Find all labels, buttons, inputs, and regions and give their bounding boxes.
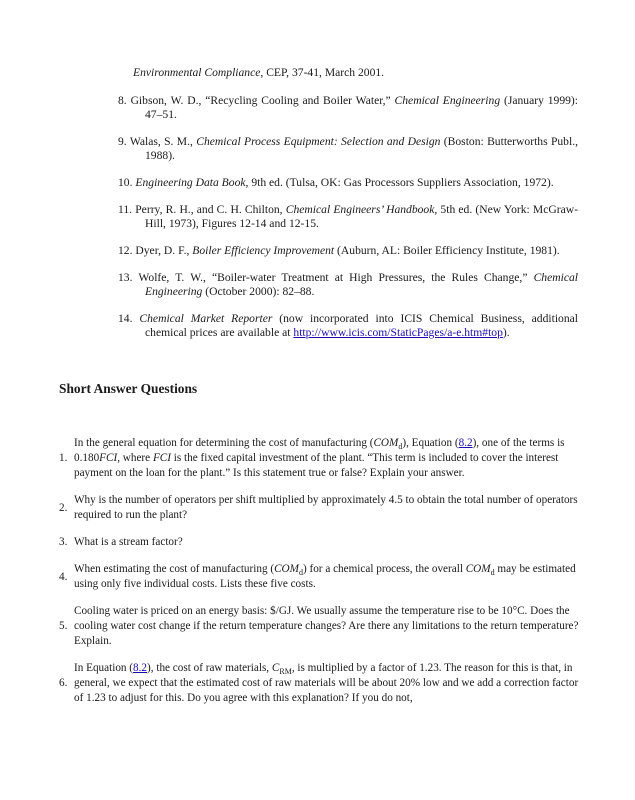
text-run: , 5th ed. (New York: McGraw-Hill, 1973), Figures 12-14 and 12-15. — [145, 203, 578, 230]
hyperlink[interactable]: 8.2 — [458, 437, 473, 449]
section-heading: Short Answer Questions — [59, 381, 198, 396]
subscript: d — [298, 568, 303, 578]
question-text — [74, 661, 579, 706]
text-run: ) for a chemical process, the overall — [302, 563, 466, 575]
question-item — [59, 493, 579, 523]
text-run: What is a stream factor? — [74, 536, 183, 548]
text-run: , where — [117, 452, 153, 464]
text-run: (Boston: Butterworths Publ., 1988). — [145, 135, 578, 162]
question-number: 5. — [59, 620, 68, 632]
subscript: d — [398, 442, 403, 452]
text-run: Gibson, W. D., “Recycling Cooling and Boiler Water,” — [130, 94, 395, 107]
reference-item — [118, 203, 578, 231]
text-run: Dyer, D. F., — [135, 244, 193, 257]
question-text — [74, 604, 579, 649]
question-item — [59, 604, 579, 649]
text-run: ). — [502, 326, 510, 339]
reference-number: 11. — [118, 203, 136, 216]
hyperlink[interactable]: 8.2 — [133, 662, 148, 674]
reference-number: 8. — [118, 94, 131, 107]
italic-text: FCI — [99, 452, 118, 464]
text-run: ), one of the terms is 0.180 — [74, 437, 565, 464]
reference-number: 14. — [118, 312, 140, 325]
text-run: , CEP, 37-41, March 2001. — [260, 66, 385, 79]
reference-item — [118, 271, 578, 299]
text-run: (now incorporated into ICIS Chemical Business, additional chemical prices are available at — [145, 312, 579, 339]
italic-text: Chemical Engineers’ Handbook — [285, 203, 435, 216]
reference-item — [118, 135, 578, 163]
italic-text: Engineering Data Book — [135, 176, 246, 189]
italic-text: Chemical Market Reporter — [139, 312, 273, 325]
text-run: Walas, S. M., — [129, 135, 197, 148]
text-run: (January 1999): 47–51. — [145, 94, 579, 121]
reference-number: 12. — [118, 244, 136, 257]
question-item — [59, 535, 579, 550]
reference-number: 13. — [118, 271, 139, 284]
question-list — [59, 436, 579, 718]
text-run: In the general equation for determining the cost of manufacturing ( — [74, 437, 374, 449]
italic-text: FCI — [152, 452, 171, 464]
question-item — [59, 661, 579, 706]
text-run: may be estimated using only five individual costs. Lists these five costs. — [74, 563, 576, 590]
reference-number: 9. — [118, 135, 130, 148]
text-run: (October 2000): 82–88. — [202, 285, 315, 298]
italic-text: Environmental Compliance — [133, 66, 261, 79]
question-number: 6. — [59, 677, 68, 689]
reference-item — [118, 94, 578, 122]
text-run: Wolfe, T. W., “Boiler-water Treatment at High Pressures, the Rules Change,” — [138, 271, 534, 284]
subscript: RM — [279, 667, 292, 677]
reference-item — [118, 312, 578, 340]
question-text — [74, 562, 579, 592]
hyperlink[interactable]: http://www.icis.com/StaticPages/a-e.htm#top — [293, 326, 503, 339]
italic-text: Boiler Efficiency Improvement — [192, 244, 335, 257]
italic-text: COM — [274, 563, 299, 575]
text-run: ), Equation ( — [402, 437, 459, 449]
text-run: When estimating the cost of manufacturing ( — [74, 563, 275, 575]
text-run: Why is the number of operators per shift multiplied by approximately 4.5 to obtain the total number of operators required to run the plant? — [74, 494, 578, 521]
question-number: 3. — [59, 536, 68, 548]
reference-list — [118, 66, 578, 353]
italic-text: Chemical Engineering — [394, 94, 501, 107]
italic-text: C — [271, 662, 280, 674]
italic-text: COM — [465, 563, 491, 575]
text-run: Perry, R. H., and C. H. Chilton, — [135, 203, 286, 216]
reference-item — [118, 244, 578, 258]
italic-text: COM — [373, 437, 399, 449]
italic-text: Chemical Engineering — [145, 271, 578, 298]
text-run: is the fixed capital investment of the plant. “This term is included to cover the interest payment on the loan for the plant.” Is this statement true or false? Explain your answer. — [74, 452, 559, 479]
question-item — [59, 562, 579, 592]
subscript: d — [490, 568, 495, 578]
text-run: In Equation ( — [74, 662, 134, 674]
text-run: ), the cost of raw materials, — [147, 662, 272, 674]
question-number: 1. — [59, 452, 68, 464]
text-run: , is multiplied by a factor of 1.23. The reason for this is that, in general, we expect that the estimated cost of raw materials will be about 20% low and we add a correction factor of 1.23 to adjust for this. Do you agree with this explanation? If you do not, — [74, 662, 579, 704]
reference-item — [118, 66, 578, 80]
question-number: 4. — [59, 570, 68, 583]
question-text — [74, 535, 579, 550]
text-run: Cooling water is priced on an energy basis: $/GJ. We usually assume the temperature rise to be 10°C. Does the cooling water cost change if the return temperature changes? Are there any limitations to the return temperature? Explain. — [74, 605, 579, 647]
question-text — [74, 493, 579, 523]
text-run: (Auburn, AL: Boiler Efficiency Institute, 1981). — [334, 244, 560, 257]
reference-item — [118, 176, 578, 190]
question-number: 2. — [59, 501, 68, 514]
question-item — [59, 436, 579, 481]
italic-text: Chemical Process Equipment: Selection and Design — [196, 135, 441, 148]
text-run: , 9th ed. (Tulsa, OK: Gas Processors Suppliers Association, 1972). — [245, 176, 554, 189]
reference-number: 10. — [118, 176, 136, 189]
question-text — [74, 436, 579, 481]
